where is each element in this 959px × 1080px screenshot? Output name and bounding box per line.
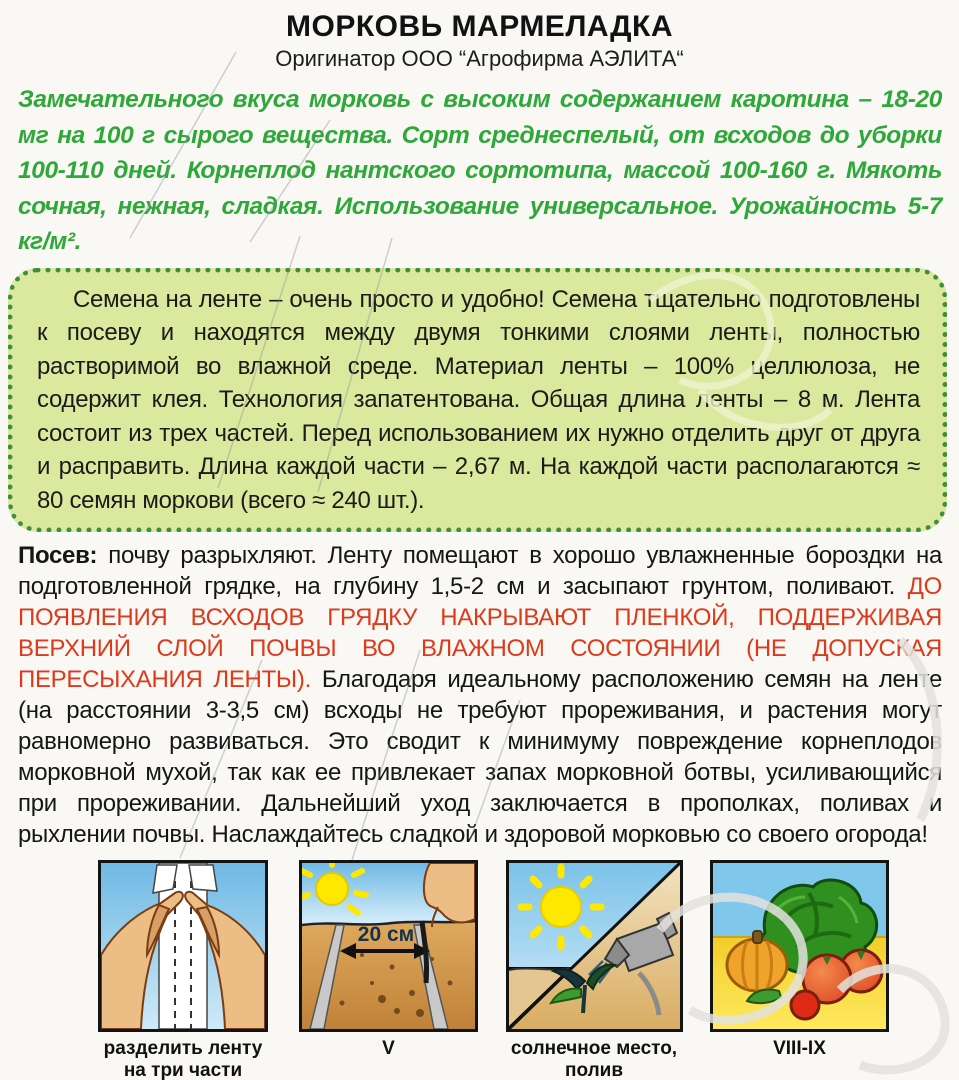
sowing-instructions-part2: Благодаря идеальному расположению семян на ленте (на расстоянии 3-3,5 см) всходы не требуют прореживания, и растения могут равномерно развиваться. Это сводит к минимуму повреждение корнеплодов морковной мухой, так как ее привлекает запах морковной ботвы, усиливающийся при прореживании. Дальнейший уход заключается в прополках, поливах и рыхлении почвы. Наслаждайтесь сладкой и здоровой морковью со своего огорода!	[18, 666, 942, 848]
seed-tape-info-text: Семена на ленте – очень просто и удобно! Семена тщательно подготовлены к посеву и находятся между двумя тонкими слоями ленты, полностью растворимой во влажной среде. Материал ленты – 100% целлюлоза, не содержит клея. Технология запатентована. Общая длина ленты – 8 м. Лента состоит из трех частей. Перед использованием их нужно отделить друг от друга и расправить. Длина каждой части – 2,67 м. На каждой части располагаются ≈ 80 семян моркови (всего ≈ 240 шт.).	[37, 285, 920, 514]
seed-tape-info-box	[8, 268, 947, 533]
pictogram-split-tape	[93, 860, 273, 1080]
page-title: МОРКОВЬ МАРМЕЛАДКА	[286, 10, 673, 43]
pictogram-row	[93, 860, 959, 1080]
sowing-instructions-part1: почву разрыхляют. Ленту помещают в хорошо увлажненные бороздки на подготовленной грядке, на глубину 1,5-2 см и засыпают грунтом, поливают.	[18, 542, 942, 600]
sowing-warning-text: ДО ПОЯВЛЕНИЯ ВСХОДОВ ГРЯДКУ НАКРЫВАЮТ ПЛЕНКОЙ, ПОДДЕРЖИВАЯ ВЕРХНИЙ СЛОЙ ПОЧВЫ ВО ВЛАЖНОМ СОСТОЯНИИ (НЕ ДОПУСКАЯ ПЕРЕСЫХАНИЯ ЛЕНТЫ).	[18, 573, 942, 693]
originator-subtitle: Оригинатор ООО “Агрофирма АЭЛИТА“	[275, 46, 684, 71]
sowing-label: Посев:	[18, 542, 98, 569]
pictogram-caption: солнечное место, полив	[510, 1038, 678, 1080]
pictogram-sun-watering	[504, 860, 684, 1080]
pictogram-harvest	[710, 860, 889, 1060]
sowing-paragraph	[18, 540, 942, 850]
pictogram-caption: V	[382, 1038, 395, 1059]
split-tape-icon	[98, 860, 268, 1032]
pictogram-caption: разделить ленту на три части	[103, 1038, 263, 1080]
variety-description: Замечательного вкуса морковь с высоким содержанием каротина – 18-20 мг на 100 г сырого вещества. Сорт среднеспелый, от всходов до уборки 100-110 дней. Корнеплод нантского сортотипа, массой 100-160 г. Мякоть сочная, нежная, сладкая. Использование универсальное. Урожайность 5-7 кг/м².	[18, 86, 942, 255]
sowing-rows-icon	[299, 860, 478, 1032]
pictogram-sowing-rows	[299, 860, 478, 1060]
pictogram-caption: VIII-IX	[773, 1038, 826, 1059]
sun-watering-icon	[506, 860, 683, 1032]
harvest-icon	[710, 860, 889, 1032]
tape-strip	[153, 863, 217, 1029]
distance-label: 20 см	[357, 923, 415, 946]
